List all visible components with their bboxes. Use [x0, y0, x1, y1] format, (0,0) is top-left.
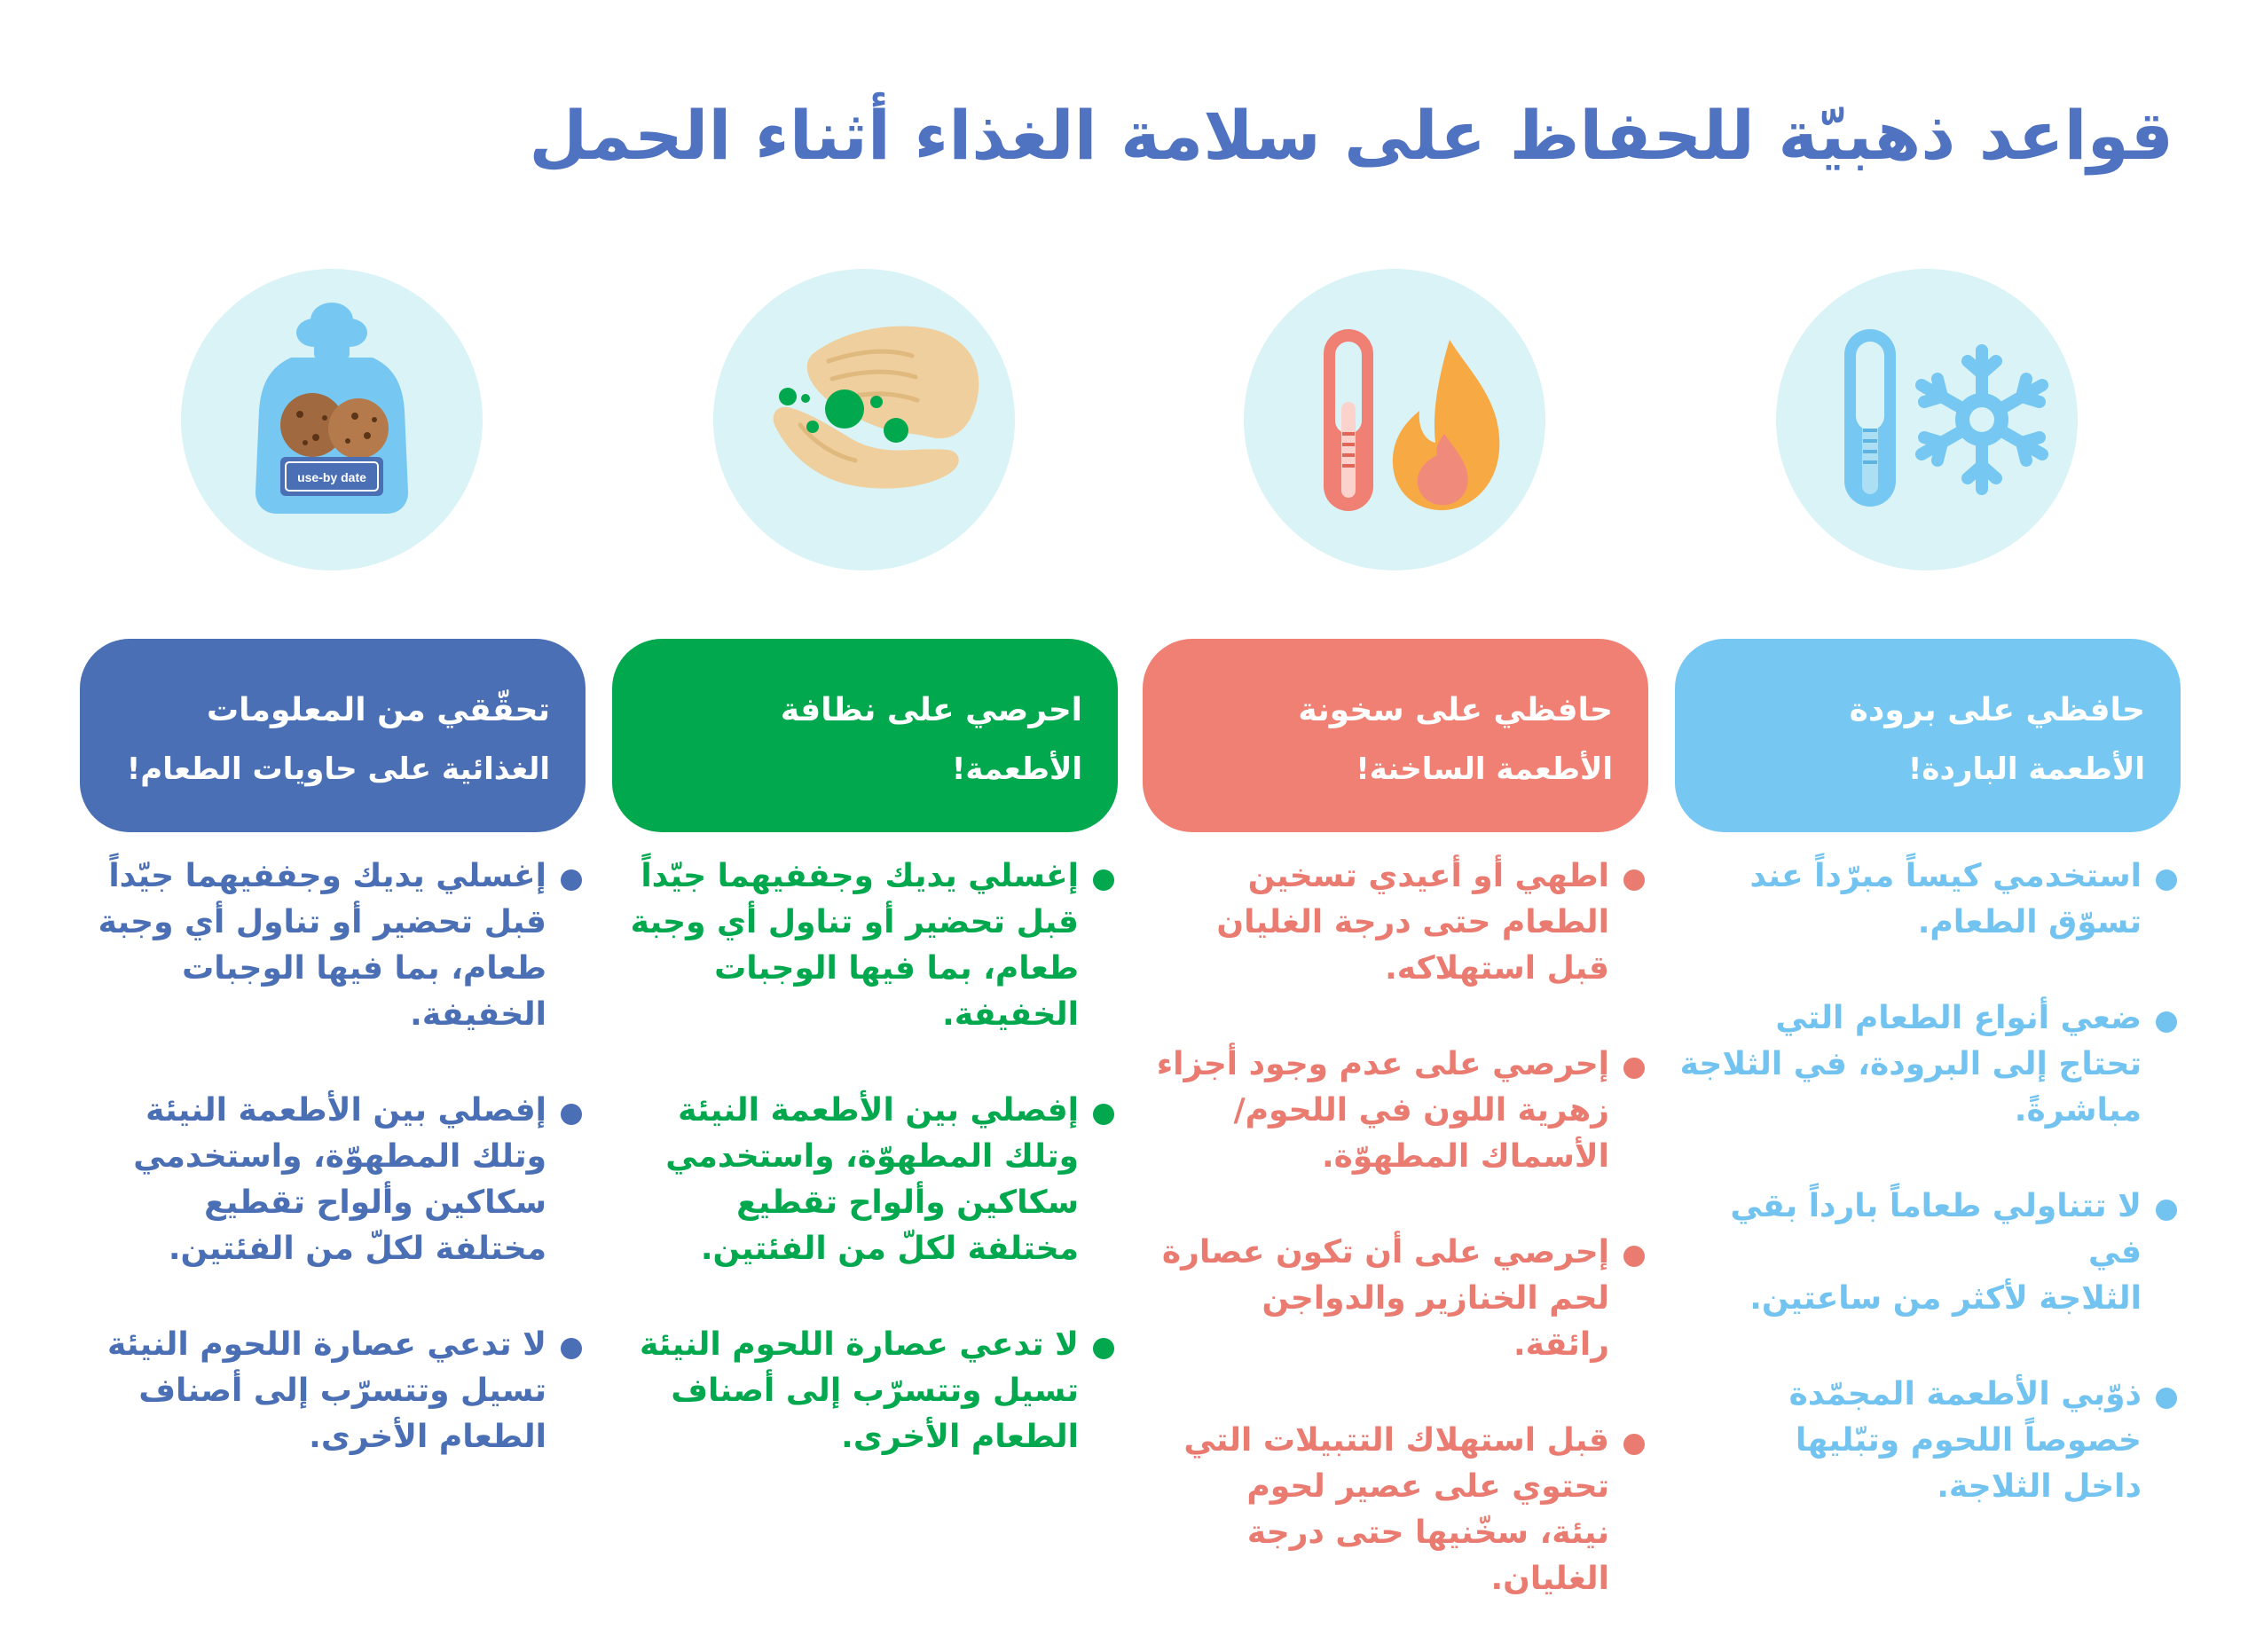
bullet-list-cold [1675, 854, 2181, 1560]
bullet-dot-icon [561, 1104, 582, 1125]
header-hot-line1: حافظي على سخونة [1298, 692, 1613, 728]
header-hot-line2: الأطعمة الساخنة! [1356, 751, 1613, 787]
column-hot [1143, 0, 1648, 1645]
header-cold-line2: الأطعمة الباردة! [1907, 751, 2145, 787]
list-item: لا تتناولي طعاماً بارداً بقي في الثلاجة لأكثر من ساعتين. [1675, 1184, 2181, 1322]
bullet-dot-icon [2156, 1388, 2177, 1409]
icon-circle-cold [1776, 269, 2078, 570]
list-item: ضعي أنواع الطعام التي تحتاج إلى البرودة، في الثلاجة مباشرةً. [1675, 995, 2181, 1134]
bullet-list-hot [1143, 854, 1648, 1652]
use-by-label: use-by date [297, 470, 366, 484]
header-clean-line2: الأطعمة! [951, 751, 1082, 787]
list-item: إغسلي يديك وجففيهما جيّداً قبل تحضير أو تناول أي وجبة طعام، بما فيها الوجبات الخفيفة. [612, 854, 1118, 1038]
icon-circle-hot [1244, 269, 1545, 570]
header-clean-line1: احرصي على نظافة [780, 692, 1082, 728]
header-hot [1143, 639, 1648, 832]
bullet-dot-icon [1623, 1246, 1645, 1267]
page-title: قواعد ذهبيّة للحفاظ على سلامة الغذاء أثناء الحمل [529, 96, 2173, 175]
bullet-dot-icon [1623, 1434, 1645, 1455]
bullet-dot-icon [2156, 1200, 2177, 1221]
icon-circle-clean [713, 269, 1015, 570]
list-item: إفصلي بين الأطعمة النيئة وتلك المطهوّة، واستخدمي سكاكين وألواح تقطيع مختلفة لكلّ من الفئتين. [612, 1088, 1118, 1272]
thermometer-snowflake-icon [1776, 269, 2078, 570]
bullet-dot-icon [1093, 1104, 1114, 1125]
header-cold [1675, 639, 2181, 832]
bullet-dot-icon [561, 869, 582, 891]
bullet-list-clean [612, 854, 1118, 1510]
bullet-dot-icon [1093, 869, 1114, 891]
list-item: إغسلي يديك وجففيهما جيّداً قبل تحضير أو تناول أي وجبة طعام، بما فيها الوجبات الخفيفة. [80, 854, 586, 1038]
thermometer-flame-icon [1244, 269, 1545, 570]
bullet-dot-icon [2156, 869, 2177, 891]
food-bag-label-icon [181, 269, 483, 570]
list-item: لا تدعي عصارة اللحوم النيئة تسيل وتتسرّب إلى أصناف الطعام الأخرى. [612, 1322, 1118, 1460]
icon-circle-info [181, 269, 483, 570]
list-item: قبل استهلاك التتبيلات التي تحتوي على عصير لحوم نيئة، سخّنيها حتى درجة الغليان. [1143, 1418, 1648, 1602]
bullet-dot-icon [1623, 1058, 1645, 1079]
column-clean [612, 0, 1118, 1645]
list-item: اطهي أو أعيدي تسخين الطعام حتى درجة الغليان قبل استهلاكه. [1143, 854, 1648, 992]
list-item: إحرصي على عدم وجود أجزاء زهرية اللون في اللحوم/ الأسماك المطهوّة. [1143, 1042, 1648, 1180]
washing-hands-icon [713, 269, 1015, 570]
column-info [80, 0, 586, 1645]
list-item: إحرصي على أن تكون عصارة لحم الخنازير والدواجن رائقة. [1143, 1230, 1648, 1368]
header-cold-line1: حافظي على برودة [1849, 692, 2145, 728]
list-item: استخدمي كيساً مبرّداً عند تسوّق الطعام. [1675, 854, 2181, 946]
bullet-dot-icon [561, 1338, 582, 1359]
header-info [80, 639, 586, 832]
bullet-dot-icon [2156, 1011, 2177, 1033]
list-item: إفصلي بين الأطعمة النيئة وتلك المطهوّة، واستخدمي سكاكين وألواح تقطيع مختلفة لكلّ من الفئتين. [80, 1088, 586, 1272]
list-item: ذوّبي الأطعمة المجمّدة خصوصاً اللحوم وتبّليها داخل الثلاجة. [1675, 1372, 2181, 1510]
header-info-line1: تحقّقي من المعلومات [206, 692, 550, 728]
bullet-dot-icon [1623, 869, 1645, 891]
header-clean [612, 639, 1118, 832]
header-info-line2: الغذائية على حاويات الطعام! [126, 751, 550, 787]
bullet-list-info [80, 854, 586, 1510]
column-cold [1675, 0, 2181, 1645]
bullet-dot-icon [1093, 1338, 1114, 1359]
list-item: لا تدعي عصارة اللحوم النيئة تسيل وتتسرّب إلى أصناف الطعام الأخرى. [80, 1322, 586, 1460]
